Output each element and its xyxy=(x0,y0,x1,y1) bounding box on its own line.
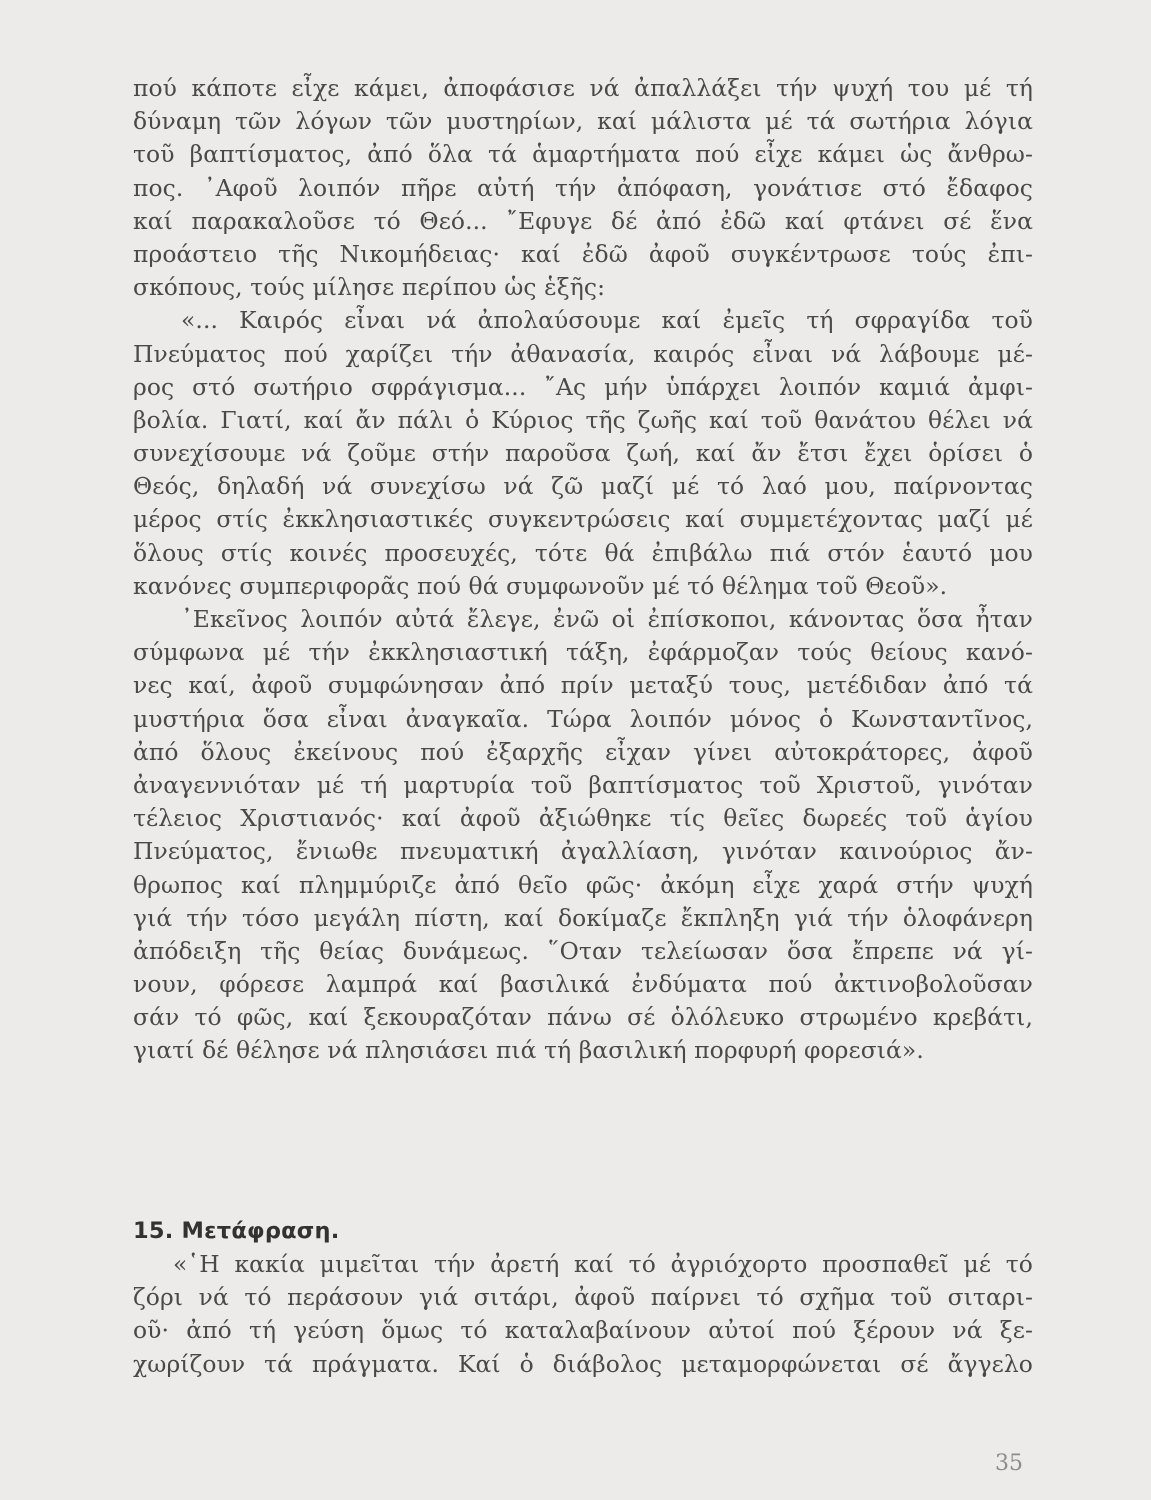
text-line: χωρίζουν τά πράγματα. Καί ὁ διάβολος μεταμορφώνεται σέ ἄγγελο xyxy=(133,1349,1033,1378)
text-line: «... Καιρός εἶναι νά ἀπολαύσουμε καί ἐμεῖς τή σφραγίδα τοῦ xyxy=(181,306,1033,335)
text-line: ζόρι νά τό περάσουν γιά σιτάρι, ἀφοῦ παίρνει τό σχῆμα τοῦ σιταρι- xyxy=(133,1283,1033,1312)
text-line: καί παρακαλοῦσε τό Θεό... ῎Εφυγε δέ ἀπό ἐδῶ καί φτάνει σέ ἕνα xyxy=(133,206,1033,235)
text-line: Πνεύματος, ἔνιωθε πνευματική ἀγαλλίαση, γινόταν καινούριος ἄν- xyxy=(133,837,1033,866)
text-line: πος. ᾿Αφοῦ λοιπόν πῆρε αὐτή τήν ἀπόφαση, γονάτισε στό ἔδαφος xyxy=(133,173,1033,202)
text-line: νουν, φόρεσε λαμπρά καί βασιλικά ἐνδύματα πού ἀκτινοβολοῦσαν xyxy=(133,970,1033,999)
text-line: προάστειο τῆς Νικομήδειας· καί ἐδῶ ἀφοῦ συγκέντρωσε τούς ἐπι- xyxy=(133,239,1033,268)
text-line: συνεχίσουμε νά ζοῦμε στήν παροῦσα ζωή, καί ἄν ἔτσι ἔχει ὁρίσει ὁ xyxy=(133,439,1033,468)
text-line: τέλειος Χριστιανός· καί ἀφοῦ ἀξιώθηκε τίς θεῖες δωρεές τοῦ ἁγίου xyxy=(133,804,1033,833)
text-line: κανόνες συμπεριφορᾶς πού θά συμφωνοῦν μέ τό θέλημα τοῦ Θεοῦ». xyxy=(133,571,948,600)
text-line: ἀπόδειξη τῆς θείας δυνάμεως. ῞Οταν τελείωσαν ὅσα ἔπρεπε νά γί- xyxy=(133,936,1033,965)
text-line: δύναμη τῶν λόγων τῶν μυστηρίων, καί μάλιστα μέ τά σωτήρια λόγια xyxy=(133,107,1033,136)
text-line: πού κάποτε εἶχε κάμει, ἀποφάσισε νά ἀπαλλάξει τήν ψυχή του μέ τή xyxy=(133,74,1033,102)
text-line: σάν τό φῶς, καί ξεκουραζόταν πάνω σέ ὁλόλευκο στρωμένο κρεβάτι, xyxy=(133,1003,1033,1032)
text-line: νες καί, ἀφοῦ συμφώνησαν ἀπό πρίν μεταξύ τους, μετέδιδαν ἀπό τά xyxy=(133,671,1033,700)
text-line: Θεός, δηλαδή νά συνεχίσω νά ζῶ μαζί μέ τό λαό μου, παίρνοντας xyxy=(133,472,1033,501)
text-line: ἀναγεννιόταν μέ τή μαρτυρία τοῦ βαπτίσματος τοῦ Χριστοῦ, γινόταν xyxy=(133,770,1033,799)
text-line: ὅλους στίς κοινές προσευχές, τότε θά ἐπιβάλω πιά στόν ἑαυτό μου xyxy=(133,538,1033,567)
text-line: «῾Η κακία μιμεῖται τήν ἀρετή καί τό ἀγριόχορτο προσπαθεῖ μέ τό xyxy=(173,1250,1033,1278)
text-line: γιά τήν τόσο μεγάλη πίστη, καί δοκίμαζε ἔκπληξη γιά τήν ὁλοφάνερη xyxy=(133,903,1033,932)
text-line: ρος στό σωτήριο σφράγισμα... ῎Ας μήν ὑπάρχει λοιπόν καμιά ἀμφι- xyxy=(133,372,1033,401)
text-line: μέρος στίς ἐκκλησιαστικές συγκεντρώσεις καί συμμετέχοντας μαζί μέ xyxy=(133,505,1033,534)
page-number: 35 xyxy=(995,1451,1023,1476)
text-line: Πνεύματος πού χαρίζει τήν ἀθανασία, καιρός εἶναι νά λάβουμε μέ- xyxy=(133,339,1033,368)
text-line: γιατί δέ θέλησε νά πλησιάσει πιά τή βασιλική πορφυρή φορεσιά». xyxy=(133,1036,924,1065)
text-line: σύμφωνα μέ τήν ἐκκλησιαστική τάξη, ἐφάρμοζαν τούς θείους κανό- xyxy=(133,638,1033,667)
text-line: ᾿Εκεῖνος λοιπόν αὐτά ἔλεγε, ἐνῶ οἱ ἐπίσκοποι, κάνοντας ὅσα ἦταν xyxy=(181,605,1033,633)
text-line: ἀπό ὅλους ἐκείνους πού ἐξαρχῆς εἶχαν γίνει αὐτοκράτορες, ἀφοῦ xyxy=(133,737,1033,766)
text-line: βολία. Γιατί, καί ἄν πάλι ὁ Κύριος τῆς ζωῆς καί τοῦ θανάτου θέλει νά xyxy=(133,405,1033,434)
text-line: θρωπος καί πλημμύριζε ἀπό θεῖο φῶς· ἀκόμη εἶχε χαρά στήν ψυχή xyxy=(133,870,1033,899)
section-passage xyxy=(133,1248,1033,1381)
text-line: τοῦ βαπτίσματος, ἀπό ὅλα τά ἁμαρτήματα πού εἶχε κάμει ὡς ἄνθρω- xyxy=(133,140,1033,169)
main-passage xyxy=(133,72,1033,1068)
text-line: σκόπους, τούς μίλησε περίπου ὡς ἑξῆς: xyxy=(133,273,606,302)
text-line: οῦ· ἀπό τή γεύση ὅμως τό καταλαβαίνουν αὐτοί πού ξέρουν νά ξε- xyxy=(133,1316,1033,1345)
text-line: μυστήρια ὅσα εἶναι ἀναγκαῖα. Τώρα λοιπόν μόνος ὁ Κωνσταντῖνος, xyxy=(133,704,1033,733)
section-heading: 15. Μετάφραση. xyxy=(133,1218,340,1244)
